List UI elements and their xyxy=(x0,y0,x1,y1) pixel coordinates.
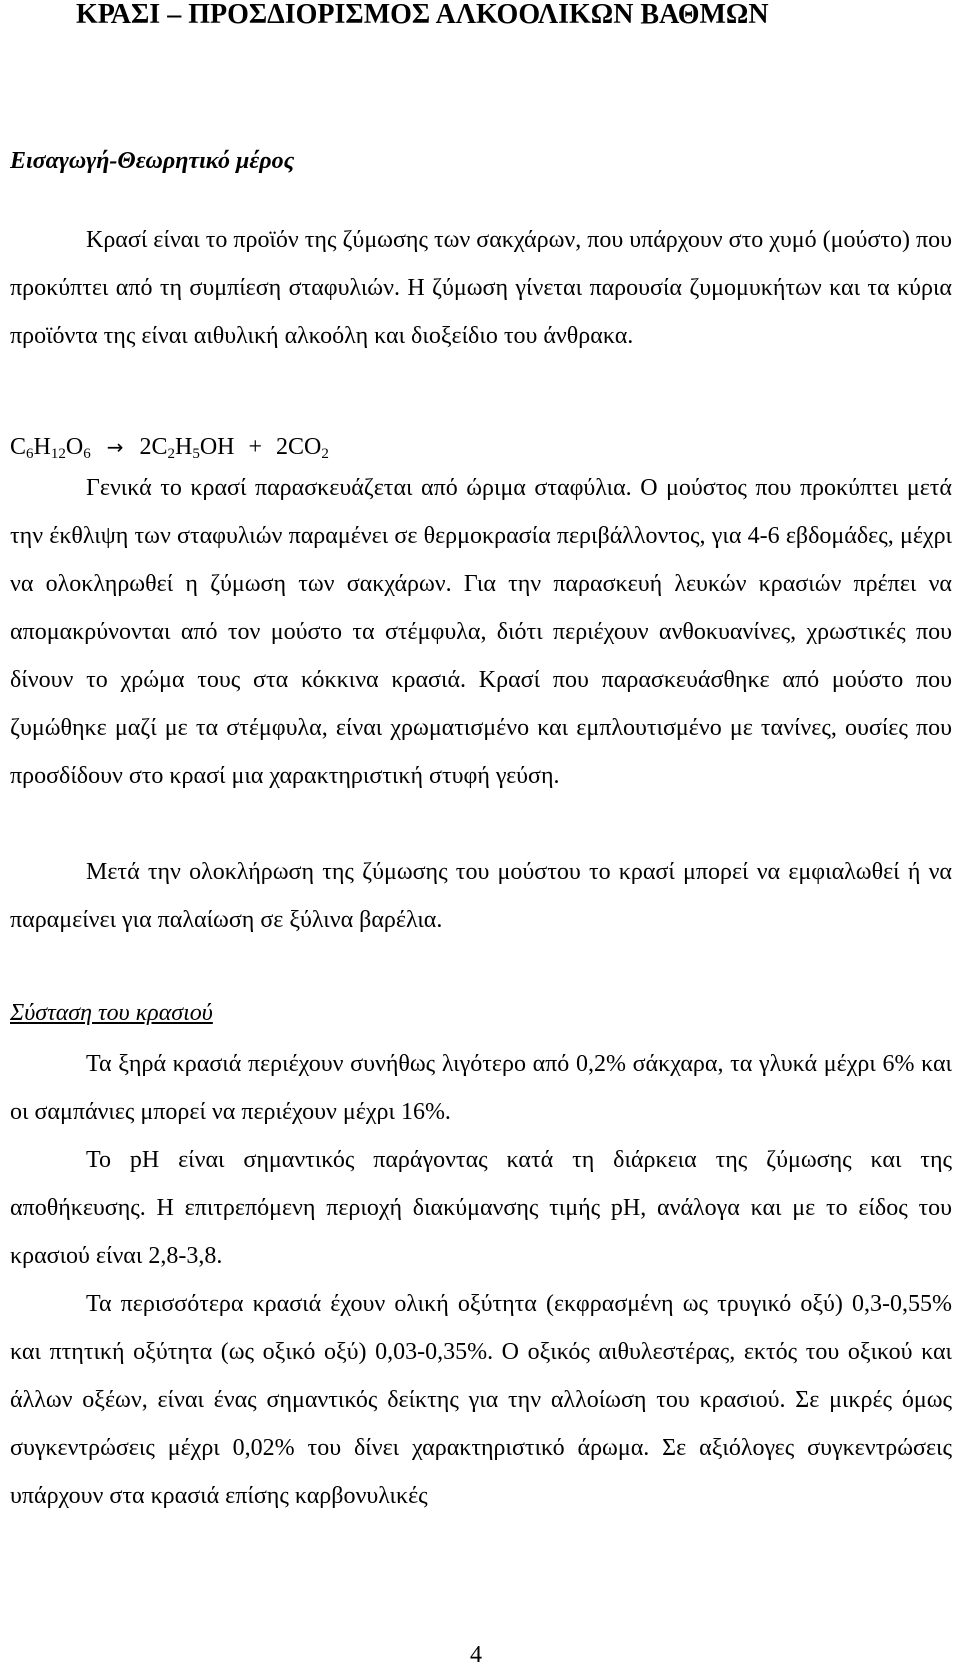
formula-plus: + xyxy=(248,434,263,460)
section-heading: Εισαγωγή-Θεωρητικό μέρος xyxy=(10,148,295,174)
fermentation-formula xyxy=(10,427,329,467)
bottling-paragraph: Μετά την ολοκλήρωση της ζύμωσης του μούστου το κρασί μπορεί να εμφιαλωθεί ή να παραμείνει για παλαίωση σε ξύλινα βαρέλια. xyxy=(10,859,952,933)
formula-product-co2: $2CO_2$ xyxy=(276,434,329,462)
acidity-paragraph: Τα περισσότερα κρασιά έχουν ολική οξύτητα (εκφρασμένη ως τρυγικό οξύ) 0,3-0,55% και πτητική οξύτητα (ως οξικό οξύ) 0,03-0,35%. Ο οξικός αιθυλεστέρας, εκτός του οξικού και άλλων οξέων, είναι ένας σημαντικός δείκτης για την αλλοίωση του κρασιού. Σε μικρές όμως συγκεντρώσεις μέχρι 0,02% του δίνει χαρακτηριστικό άρωμα. Σε αξιόλογες συγκεντρώσεις υπάρχουν στα κρασιά επίσης καρβονυλικές xyxy=(10,1291,952,1509)
production-paragraph: Γενικά το κρασί παρασκευάζεται από ώριμα σταφύλια. Ο μούστος που προκύπτει μετά την έκθλιψη των σταφυλιών παραμένει σε θερμοκρασία περιβάλλοντος, για 4-6 εβδομάδες, μέχρι να ολοκληρωθεί η ζύμωση των σακχάρων. Για την παρασκευή λευκών κρασιών πρέπει να απομακρύνονται από τον μούστο τα στέμφυλα, διότι περιέχουν ανθοκυανίνες, χρωστικές που δίνουν το χρώμα τους στα κόκκινα κρασιά. Κρασί που παρασκευάσθηκε από μούστο που ζυμώθηκε μαζί με τα στέμφυλα, είναι χρωματισμένο και εμπλουτισμένο με τανίνες, ουσίες που προσδίδουν στο κρασί μια χαρακτηριστική στυφή γεύση. xyxy=(10,475,952,789)
reaction-arrow-icon: → xyxy=(106,435,124,459)
formula-product-ethanol: $2C_2H_5OH$ xyxy=(139,434,235,462)
formula-reactant: $C_6H_{12}O_6$ xyxy=(10,434,91,462)
ph-paragraph: Το pH είναι σημαντικός παράγοντας κατά τη διάρκεια της ζύμωσης και της αποθήκευσης. Η επιτρεπόμενη περιοχή διακύμανσης τιμής pH, ανάλογα και με το είδος του κρασιού είναι 2,8-3,8. xyxy=(10,1147,952,1269)
composition-heading: Σύσταση του κρασιού xyxy=(10,1000,213,1026)
document-title: ΚΡΑΣΙ – ΠΡΟΣΔΙΟΡΙΣΜΟΣ ΑΛΚΟΟΛΙΚΩΝ ΒΑΘΜΩΝ xyxy=(76,0,769,30)
intro-paragraph: Κρασί είναι το προϊόν της ζύμωσης των σακχάρων, που υπάρχουν στο χυμό (μούστο) που προκύπτει από τη συμπίεση σταφυλιών. Η ζύμωση γίνεται παρουσία ζυμομυκήτων και τα κύρια προϊόντα της είναι αιθυλική αλκοόλη και διοξείδιο του άνθρακα. xyxy=(10,227,952,349)
sugar-paragraph: Τα ξηρά κρασιά περιέχουν συνήθως λιγότερο από 0,2% σάκχαρα, τα γλυκά μέχρι 6% και οι σαμπάνιες μπορεί να περιέχουν μέχρι 16%. xyxy=(10,1051,952,1125)
page-number: 4 xyxy=(470,1642,482,1668)
